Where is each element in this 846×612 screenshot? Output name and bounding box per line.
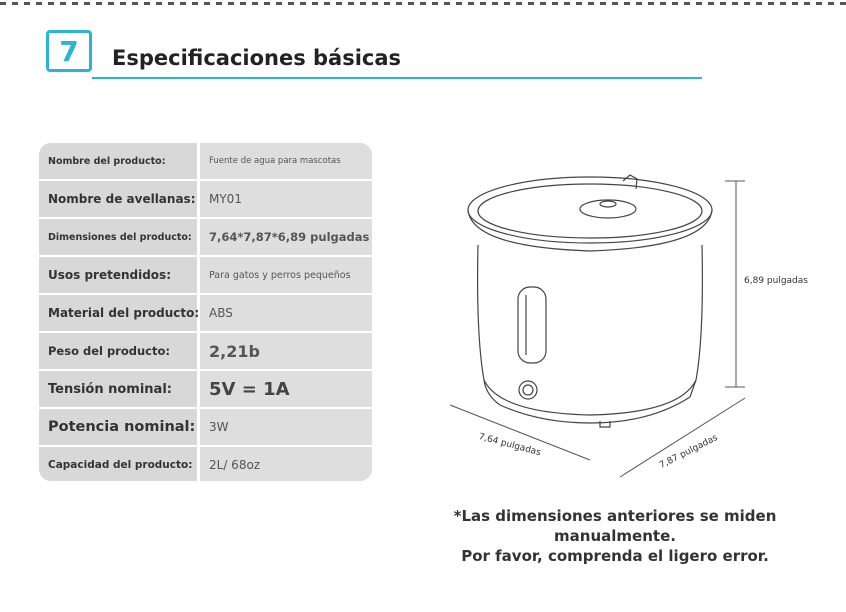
spec-label: Nombre de avellanas: xyxy=(39,181,200,217)
spec-value: 5V = 1A xyxy=(200,371,372,407)
note-line-2: Por favor, comprenda el ligero error. xyxy=(461,547,769,565)
base-outline xyxy=(500,380,696,423)
spec-label: Capacidad del producto: xyxy=(39,447,200,481)
spec-label: Dimensiones del producto: xyxy=(39,219,200,255)
lid-knob-outline xyxy=(580,200,636,218)
spec-label: Peso del producto: xyxy=(39,333,200,369)
spec-value: Fuente de agua para mascotas xyxy=(200,143,372,179)
spec-value: Para gatos y perros pequeños xyxy=(200,257,372,293)
spec-value: 2,21b xyxy=(200,333,372,369)
lid-tab-outline xyxy=(623,175,637,189)
lid-inner-outline xyxy=(478,184,702,238)
spec-row xyxy=(39,181,372,217)
depth-dimension-label: 7,87 pulgadas xyxy=(658,432,720,471)
spec-label: Potencia nominal: xyxy=(39,409,200,445)
spec-value: 2L/ 68oz xyxy=(200,447,372,481)
spec-label: Tensión nominal: xyxy=(39,371,200,407)
step-number-badge: 7 xyxy=(46,30,92,72)
spec-value: 3W xyxy=(200,409,372,445)
spec-label: Material del producto: xyxy=(39,295,200,331)
spec-value: ABS xyxy=(200,295,372,331)
lid-top-outline xyxy=(468,177,712,243)
power-button-outline xyxy=(519,381,537,399)
spec-value: MY01 xyxy=(200,181,372,217)
spec-label: Nombre del producto: xyxy=(39,143,200,179)
page-title: Especificaciones básicas xyxy=(112,46,402,70)
spec-row xyxy=(39,447,372,481)
top-dashed-border xyxy=(0,2,846,5)
spec-row xyxy=(39,409,372,445)
measurement-note xyxy=(400,506,830,566)
width-dimension-label: 7,64 pulgadas xyxy=(477,432,542,459)
spec-row xyxy=(39,143,372,179)
power-button-inner xyxy=(523,385,533,395)
body-outline xyxy=(478,245,703,415)
water-level-window xyxy=(518,287,546,363)
spec-table xyxy=(39,143,372,481)
title-underline xyxy=(92,77,702,79)
height-dimension-label: 6,89 pulgadas xyxy=(744,276,808,286)
depth-dim-line xyxy=(620,398,745,477)
spec-value: 7,64*7,87*6,89 pulgadas xyxy=(200,219,372,255)
spec-label: Usos pretendidos: xyxy=(39,257,200,293)
note-line-1: *Las dimensiones anteriores se miden manualmente. xyxy=(453,507,777,545)
spec-row xyxy=(39,371,372,407)
spec-row xyxy=(39,295,372,331)
lid-knob-center xyxy=(600,201,616,207)
spec-row xyxy=(39,333,372,369)
spec-row xyxy=(39,219,372,255)
spec-row xyxy=(39,257,372,293)
